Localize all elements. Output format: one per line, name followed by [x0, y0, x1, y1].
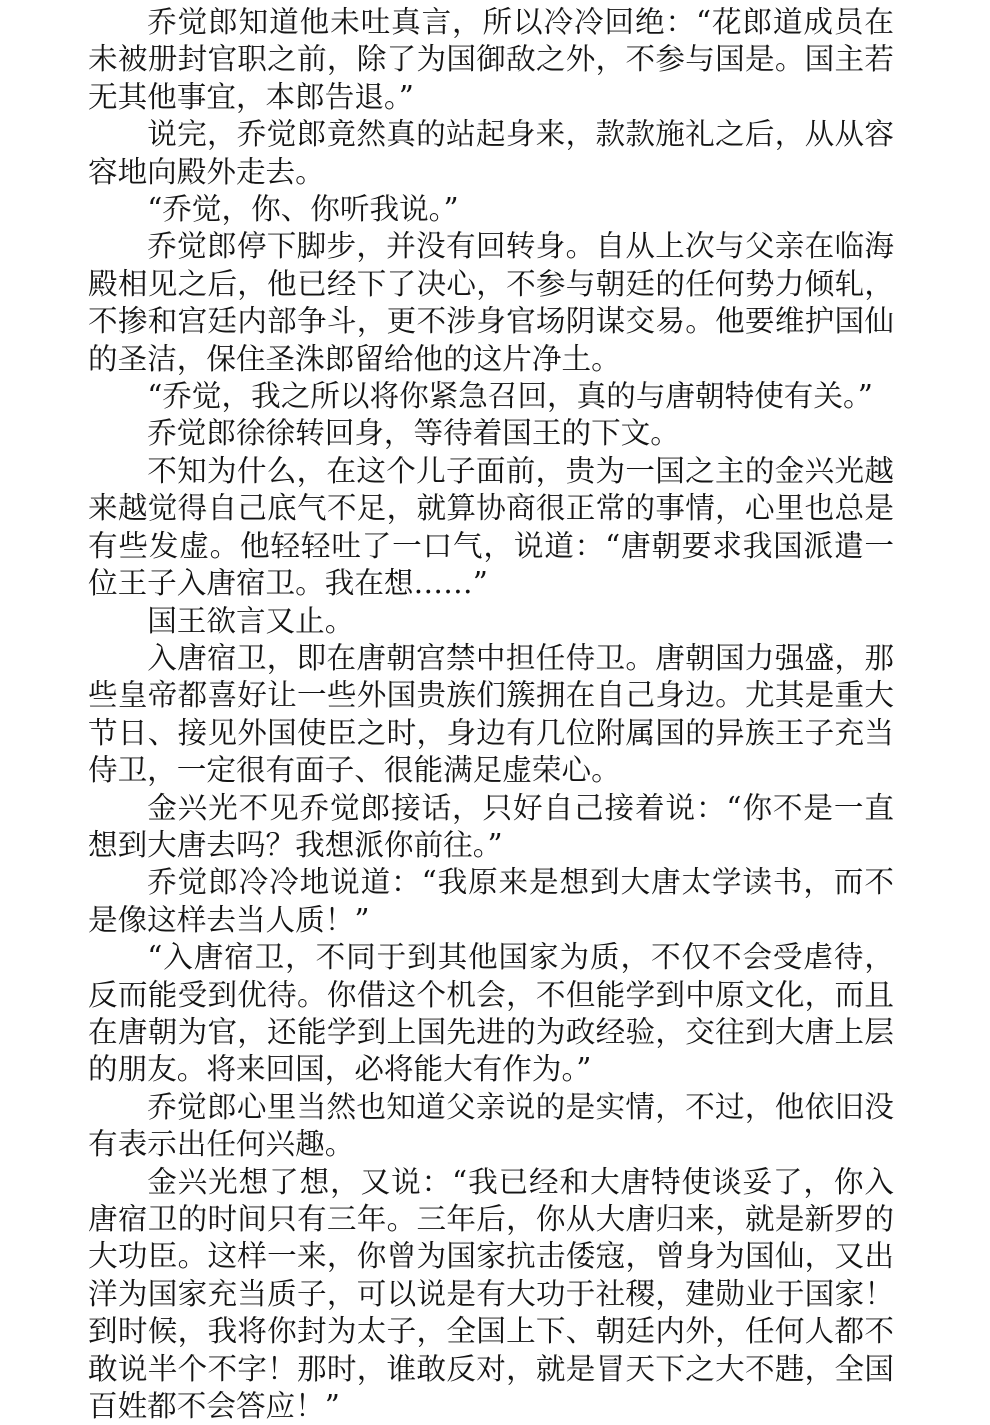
- paragraph: 入唐宿卫，即在唐朝宫禁中担任侍卫。唐朝国力强盛，那些皇帝都喜好让一些外国贵族们簇拥在自己身边。尤其是重大节日、接见外国使臣之时，身边有几位附属国的异族王子充当侍卫，一定很有面子、很能满足虚荣心。: [88, 640, 894, 788]
- paragraph: 国王欲言又止。: [147, 603, 355, 638]
- paragraph: 乔觉郎徐徐转回身，等待着国王的下文。: [147, 416, 680, 451]
- paragraph: “乔觉，你、你听我说。”: [147, 192, 459, 227]
- paragraph: 不知为什么，在这个儿子面前，贵为一国之主的金兴光越来越觉得自己底气不足，就算协商很正常的事情，心里也总是有些发虚。他轻轻吐了一口气，说道：“唐朝要求我国派遣一位王子入唐宿卫。我在想……”: [88, 453, 894, 601]
- paragraph: 乔觉郎心里当然也知道父亲说的是实情，不过，他依旧没有表示出任何兴趣。: [88, 1089, 894, 1162]
- paragraph: 乔觉郎冷冷地说道：“我原来是想到大唐太学读书，而不是像这样去当人质！”: [88, 865, 894, 937]
- novel-page: [88, 4, 894, 1425]
- paragraph: 乔觉郎知道他未吐真言，所以冷冷回绝：“花郎道成员在未被册封官职之前，除了为国御敌之外，不参与国是。国主若无其他事宜，本郎告退。”: [88, 5, 894, 114]
- paragraph: 金兴光想了想，又说：“我已经和大唐特使谈妥了，你入唐宿卫的时间只有三年。三年后，你从大唐归来，就是新罗的大功臣。这样一来，你曾为国家抗击倭寇，曾身为国仙，又出洋为国家充当质子，可以说是有大功于社稷，建勋业于国家！到时候，我将你封为太子，全国上下、朝廷内外，任何人都不敢说半个不字！那时，谁敢反对，就是冒天下之大不韪，全国百姓都不会答应！”: [88, 1164, 894, 1424]
- paragraph: “入唐宿卫，不同于到其他国家为质，不仅不会受虐待，反而能受到优待。你借这个机会，不但能学到中原文化，而且在唐朝为官，还能学到上国先进的为政经验，交往到大唐上层的朋友。将来回国，必将能大有作为。”: [88, 940, 894, 1087]
- paragraph: 金兴光不见乔觉郎接话，只好自己接着说：“你不是一直想到大唐去吗？我想派你前往。”: [88, 790, 894, 862]
- paragraph: “乔觉，我之所以将你紧急召回，真的与唐朝特使有关。”: [147, 379, 873, 414]
- paragraph: 说完，乔觉郎竟然真的站起身来，款款施礼之后，从从容容地向殿外走去。: [88, 117, 894, 189]
- paragraph: 乔觉郎停下脚步，并没有回转身。自从上次与父亲在临海殿相见之后，他已经下了决心，不参与朝廷的任何势力倾轧，不掺和宫廷内部争斗，更不涉身官场阴谋交易。他要维护国仙的圣洁，保住圣洙郎留给他的这片净土。: [88, 229, 894, 376]
